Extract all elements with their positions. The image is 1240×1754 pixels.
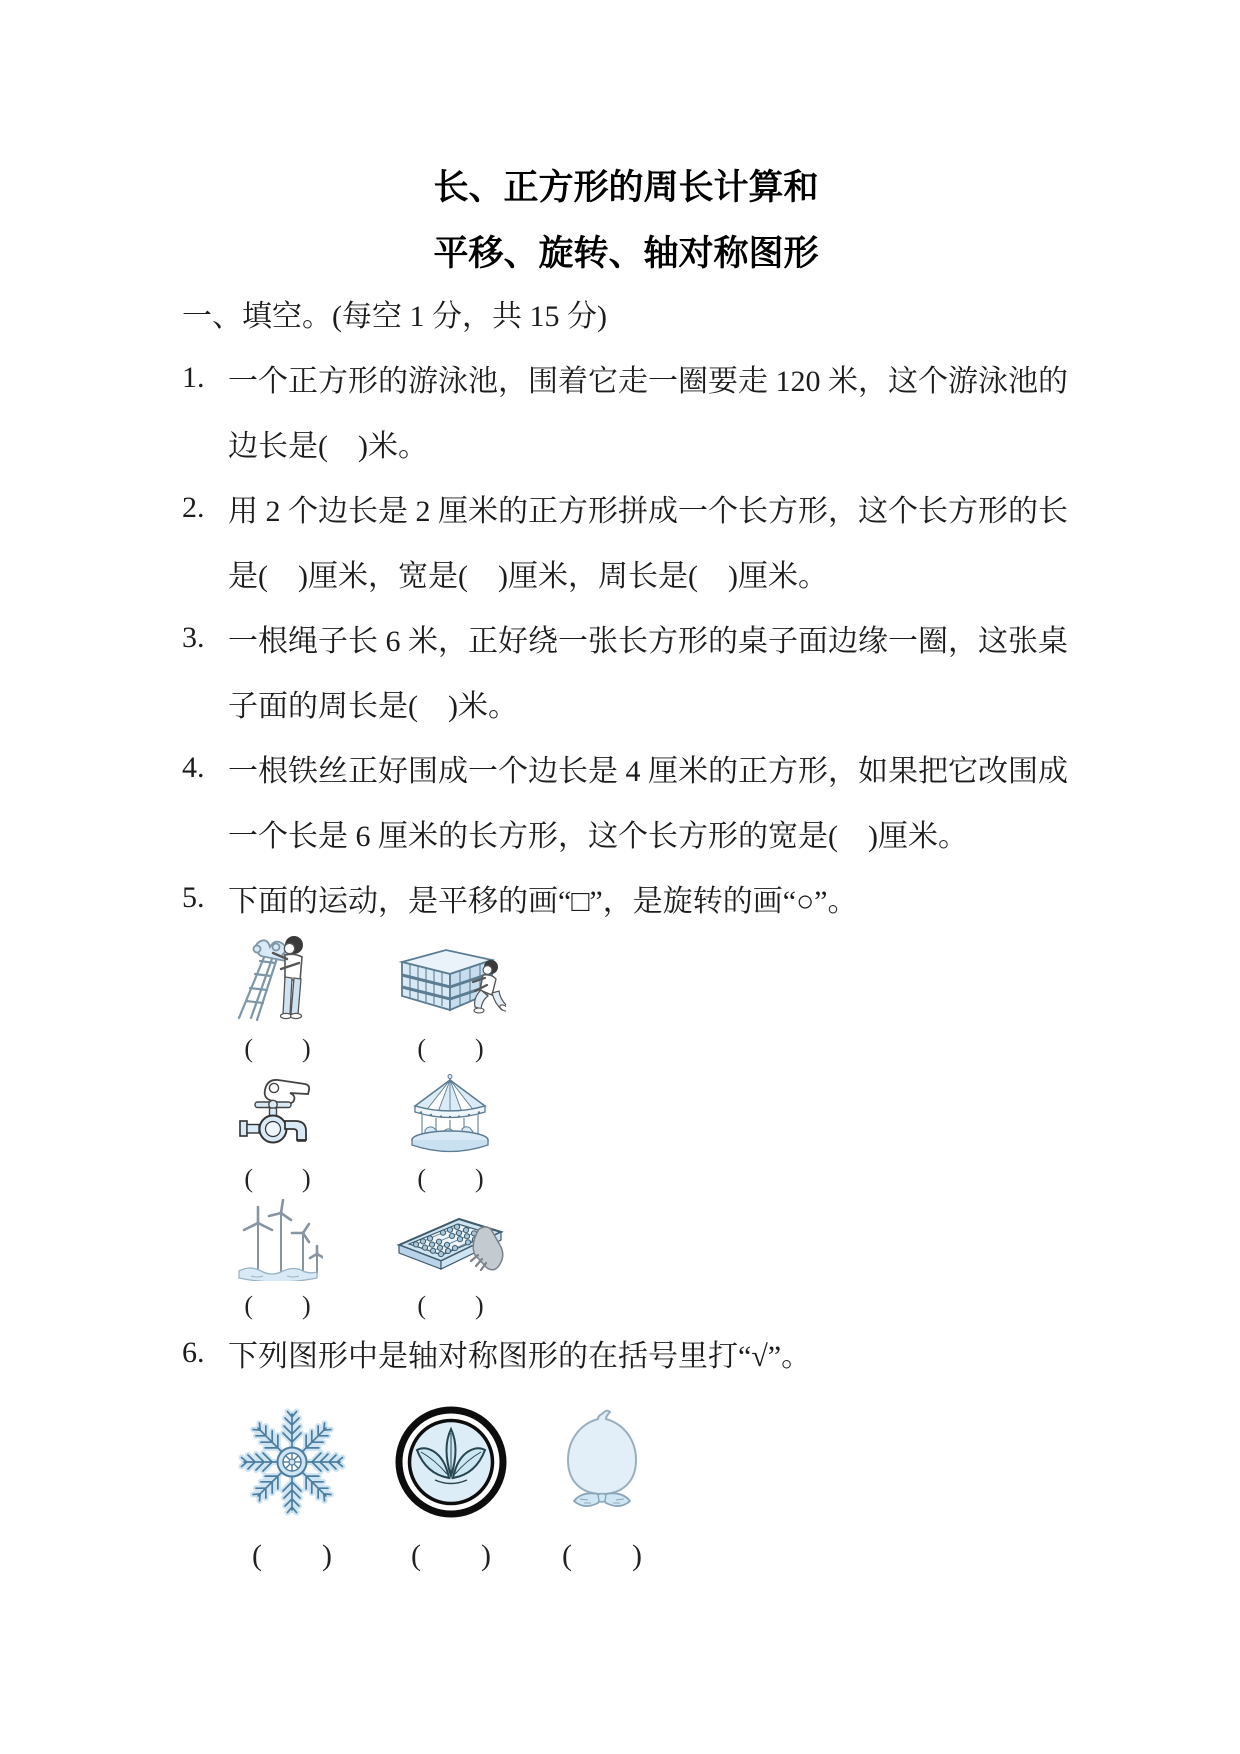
q5-item-6-answer-blank: ( ) — [417, 1291, 483, 1320]
q5-item-3-answer-blank: ( ) — [244, 1164, 310, 1193]
carousel-illustration — [360, 1058, 540, 1154]
question-1-line-1 — [182, 345, 1082, 410]
question-1-line-2: 边长是( )米。 — [228, 429, 428, 463]
q5-item-1 — [187, 928, 367, 1065]
q5-item-2-answer-blank: ( ) — [417, 1034, 483, 1063]
boy-pushing-crate-illustration — [360, 928, 540, 1024]
question-6-number: 6. — [182, 1335, 205, 1369]
question-2-line-2: 是( )厘米，宽是( )厘米，周长是( )厘米。 — [228, 559, 828, 593]
question-2-number: 2. — [182, 490, 205, 524]
snowflake-illustration — [212, 1396, 372, 1520]
question-5-text: 下面的运动，是平移的画“□”，是旋转的画“○”。 — [228, 884, 858, 918]
question-5-number: 5. — [182, 880, 205, 914]
q6-item-2-answer-blank: ( ) — [411, 1539, 491, 1572]
q5-item-2 — [360, 928, 540, 1065]
question-2-text: 用 2 个边长是 2 厘米的正方形拼成一个长方形，这个长方形的长 — [228, 494, 1068, 528]
question-5-line-1 — [182, 865, 1082, 930]
abacus-hand-illustration — [360, 1185, 540, 1281]
question-6-text: 下列图形中是轴对称图形的在括号里打“√”。 — [228, 1339, 812, 1373]
q5-item-4-answer-blank: ( ) — [417, 1164, 483, 1193]
q6-item-1 — [212, 1396, 372, 1574]
q5-item-3 — [187, 1058, 367, 1195]
worksheet-title-line1: 长、正方形的周长计算和 — [433, 168, 819, 207]
question-1-text: 一个正方形的游泳池，围着它走一圈要走 120 米，这个游泳池的 — [228, 364, 1068, 398]
q5-item-1-answer-blank: ( ) — [244, 1034, 310, 1063]
q5-item-6 — [360, 1185, 540, 1322]
worksheet-title-line2: 平移、旋转、轴对称图形 — [433, 234, 819, 273]
q5-item-4 — [360, 1058, 540, 1195]
fill-in-questions — [182, 345, 1082, 930]
wind-turbines-illustration — [187, 1185, 367, 1281]
question-6-line-1 — [182, 1320, 811, 1385]
question-3-text: 一根绳子长 6 米，正好绕一张长方形的桌子面边缘一圈，这张桌 — [228, 624, 1068, 658]
question-4-text: 一根铁丝正好围成一个边长是 4 厘米的正方形，如果把它改围成 — [228, 754, 1068, 788]
q6-item-1-answer-blank: ( ) — [252, 1539, 332, 1572]
question-2-line-1 — [182, 475, 1082, 540]
question-3-number: 3. — [182, 620, 205, 654]
leaf-badge-illustration — [371, 1396, 531, 1520]
q6-item-2 — [371, 1396, 531, 1574]
question-4-number: 4. — [182, 750, 205, 784]
hand-turning-faucet-illustration — [187, 1058, 367, 1154]
question-4-line-2: 一个长是 6 厘米的长方形，这个长方形的宽是( )厘米。 — [228, 819, 968, 853]
q6-item-3 — [522, 1396, 682, 1574]
question-3-line-2: 子面的周长是( )米。 — [228, 689, 518, 723]
girl-folding-ladder-illustration — [187, 928, 367, 1024]
question-4-line-1 — [182, 735, 1082, 800]
peach-bundle-illustration — [522, 1396, 682, 1520]
question-1-number: 1. — [182, 360, 205, 394]
q5-item-5-answer-blank: ( ) — [244, 1291, 310, 1320]
q5-item-5 — [187, 1185, 367, 1322]
q6-item-3-answer-blank: ( ) — [562, 1539, 642, 1572]
question-3-line-1 — [182, 605, 1082, 670]
section-heading: 一、填空。(每空 1 分，共 15 分) — [182, 299, 607, 333]
